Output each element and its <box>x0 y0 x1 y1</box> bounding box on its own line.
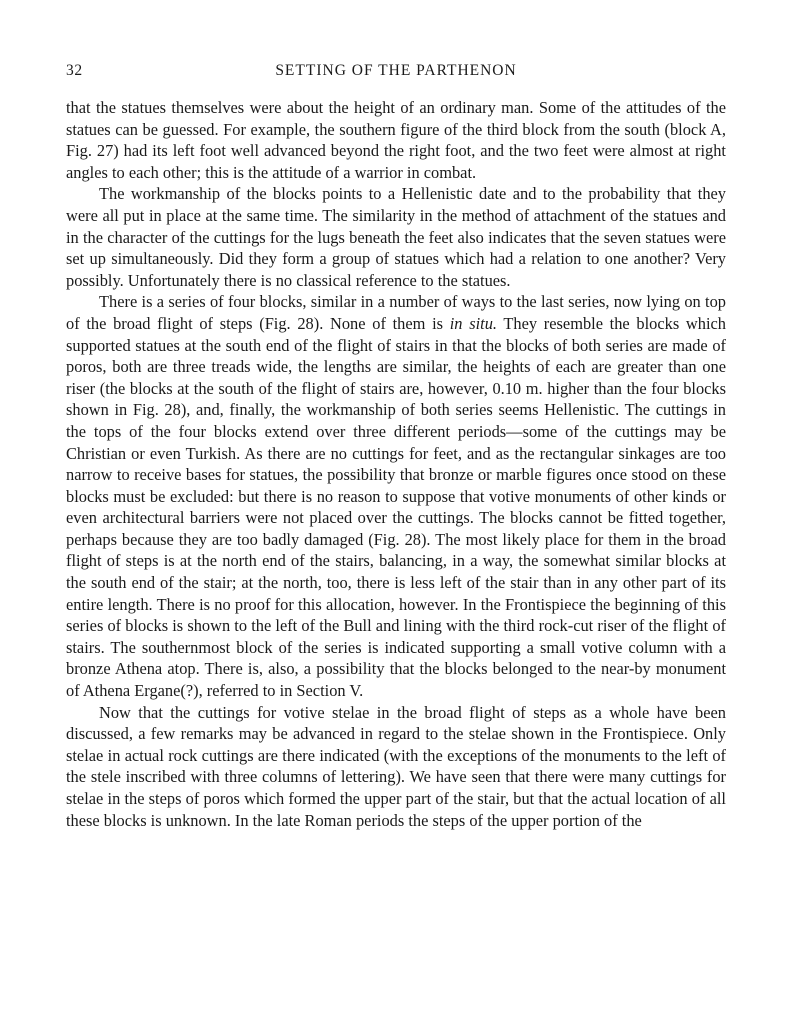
paragraph-3-part-b: They resemble the blocks which supported statues at the south end of the flight of stairs in that the blocks of both series are made of poros, both are three treads wide, the lengths are similar, the heights of each are greater than one riser (the blocks at the south of the flight of stairs are, however, 0.10 m. higher than the four blocks shown in Fig. 28), and, finally, the workmanship of both series seems Hellenistic. The cuttings in the tops of the four blocks extend over three different periods—some of the cuttings may be Christian or even Turkish. As there are no cuttings for feet, and as the rectangular sinkages are too narrow to receive bases for statues, the possibility that bronze or marble figures once stood on these blocks must be excluded: but there is no reason to suppose that votive monuments of other kinds or even architectural barriers were not placed over the cuttings. The blocks cannot be fitted together, perhaps because they are too badly damaged (Fig. 28). The most likely place for them in the broad flight of steps is at the north end of the stairs, balancing, in a way, the somewhat similar blocks at the south end of the stair; at the north, too, there is less left of the stair than in any other part of its entire length. There is no proof for this allocation, however. In the Frontispiece the beginning of this series of blocks is shown to the left of the Bull and lining with the third rock-cut riser of the flight of stairs. The southernmost block of the series is indicated supporting a small votive column with a bronze Athena atop. There is, also, a possibility that the blocks belonged to the near-by monument of Athena Ergane(?), referred to in Section V. <box>66 313 726 701</box>
in-situ-italic: in situ. <box>449 313 497 333</box>
page <box>66 62 726 831</box>
body-text <box>66 97 726 831</box>
page-number: 32 <box>66 62 83 79</box>
paragraph-3 <box>66 291 726 701</box>
paragraph-1: that the statues themselves were about the height of an ordinary man. Some of the attitudes of the statues can be guessed. For example, the southern figure of the third block from the south (block A, Fig. 27) had its left foot well advanced beyond the right foot, and the two feet were almost at right angles to each other; this is the attitude of a warrior in combat. <box>66 98 726 182</box>
running-title: SETTING OF THE PARTHENON <box>275 62 517 79</box>
paragraph-2: The workmanship of the blocks points to a Hellenistic date and to the probability that they were all put in place at the same time. The similarity in the method of attachment of the statues and in the character of the cuttings for the lugs beneath the feet also indicates that the seven statues were set up simultaneously. Did they form a group of statues which had a relation to one another? Very possibly. Unfortunately there is no classical reference to the statues. <box>66 184 726 290</box>
paragraph-4: Now that the cuttings for votive stelae in the broad flight of steps as a whole have been discussed, a few remarks may be advanced in regard to the stelae shown in the Frontispiece. Only stelae in actual rock cuttings are there indicated (with the exceptions of the monuments to the left of the stele inscribed with three columns of lettering). We have seen that there were many cuttings for stelae in the steps of poros which formed the upper part of the stair, but that the actual location of all these blocks is unknown. In the late Roman periods the steps of the upper portion of the <box>66 702 726 830</box>
running-head <box>66 62 726 88</box>
paragraph-3-part-a: There is a series of four blocks, similar in a number of ways to the last series, now lying on top of the broad flight of steps (Fig. 28). None of them is <box>66 292 726 333</box>
